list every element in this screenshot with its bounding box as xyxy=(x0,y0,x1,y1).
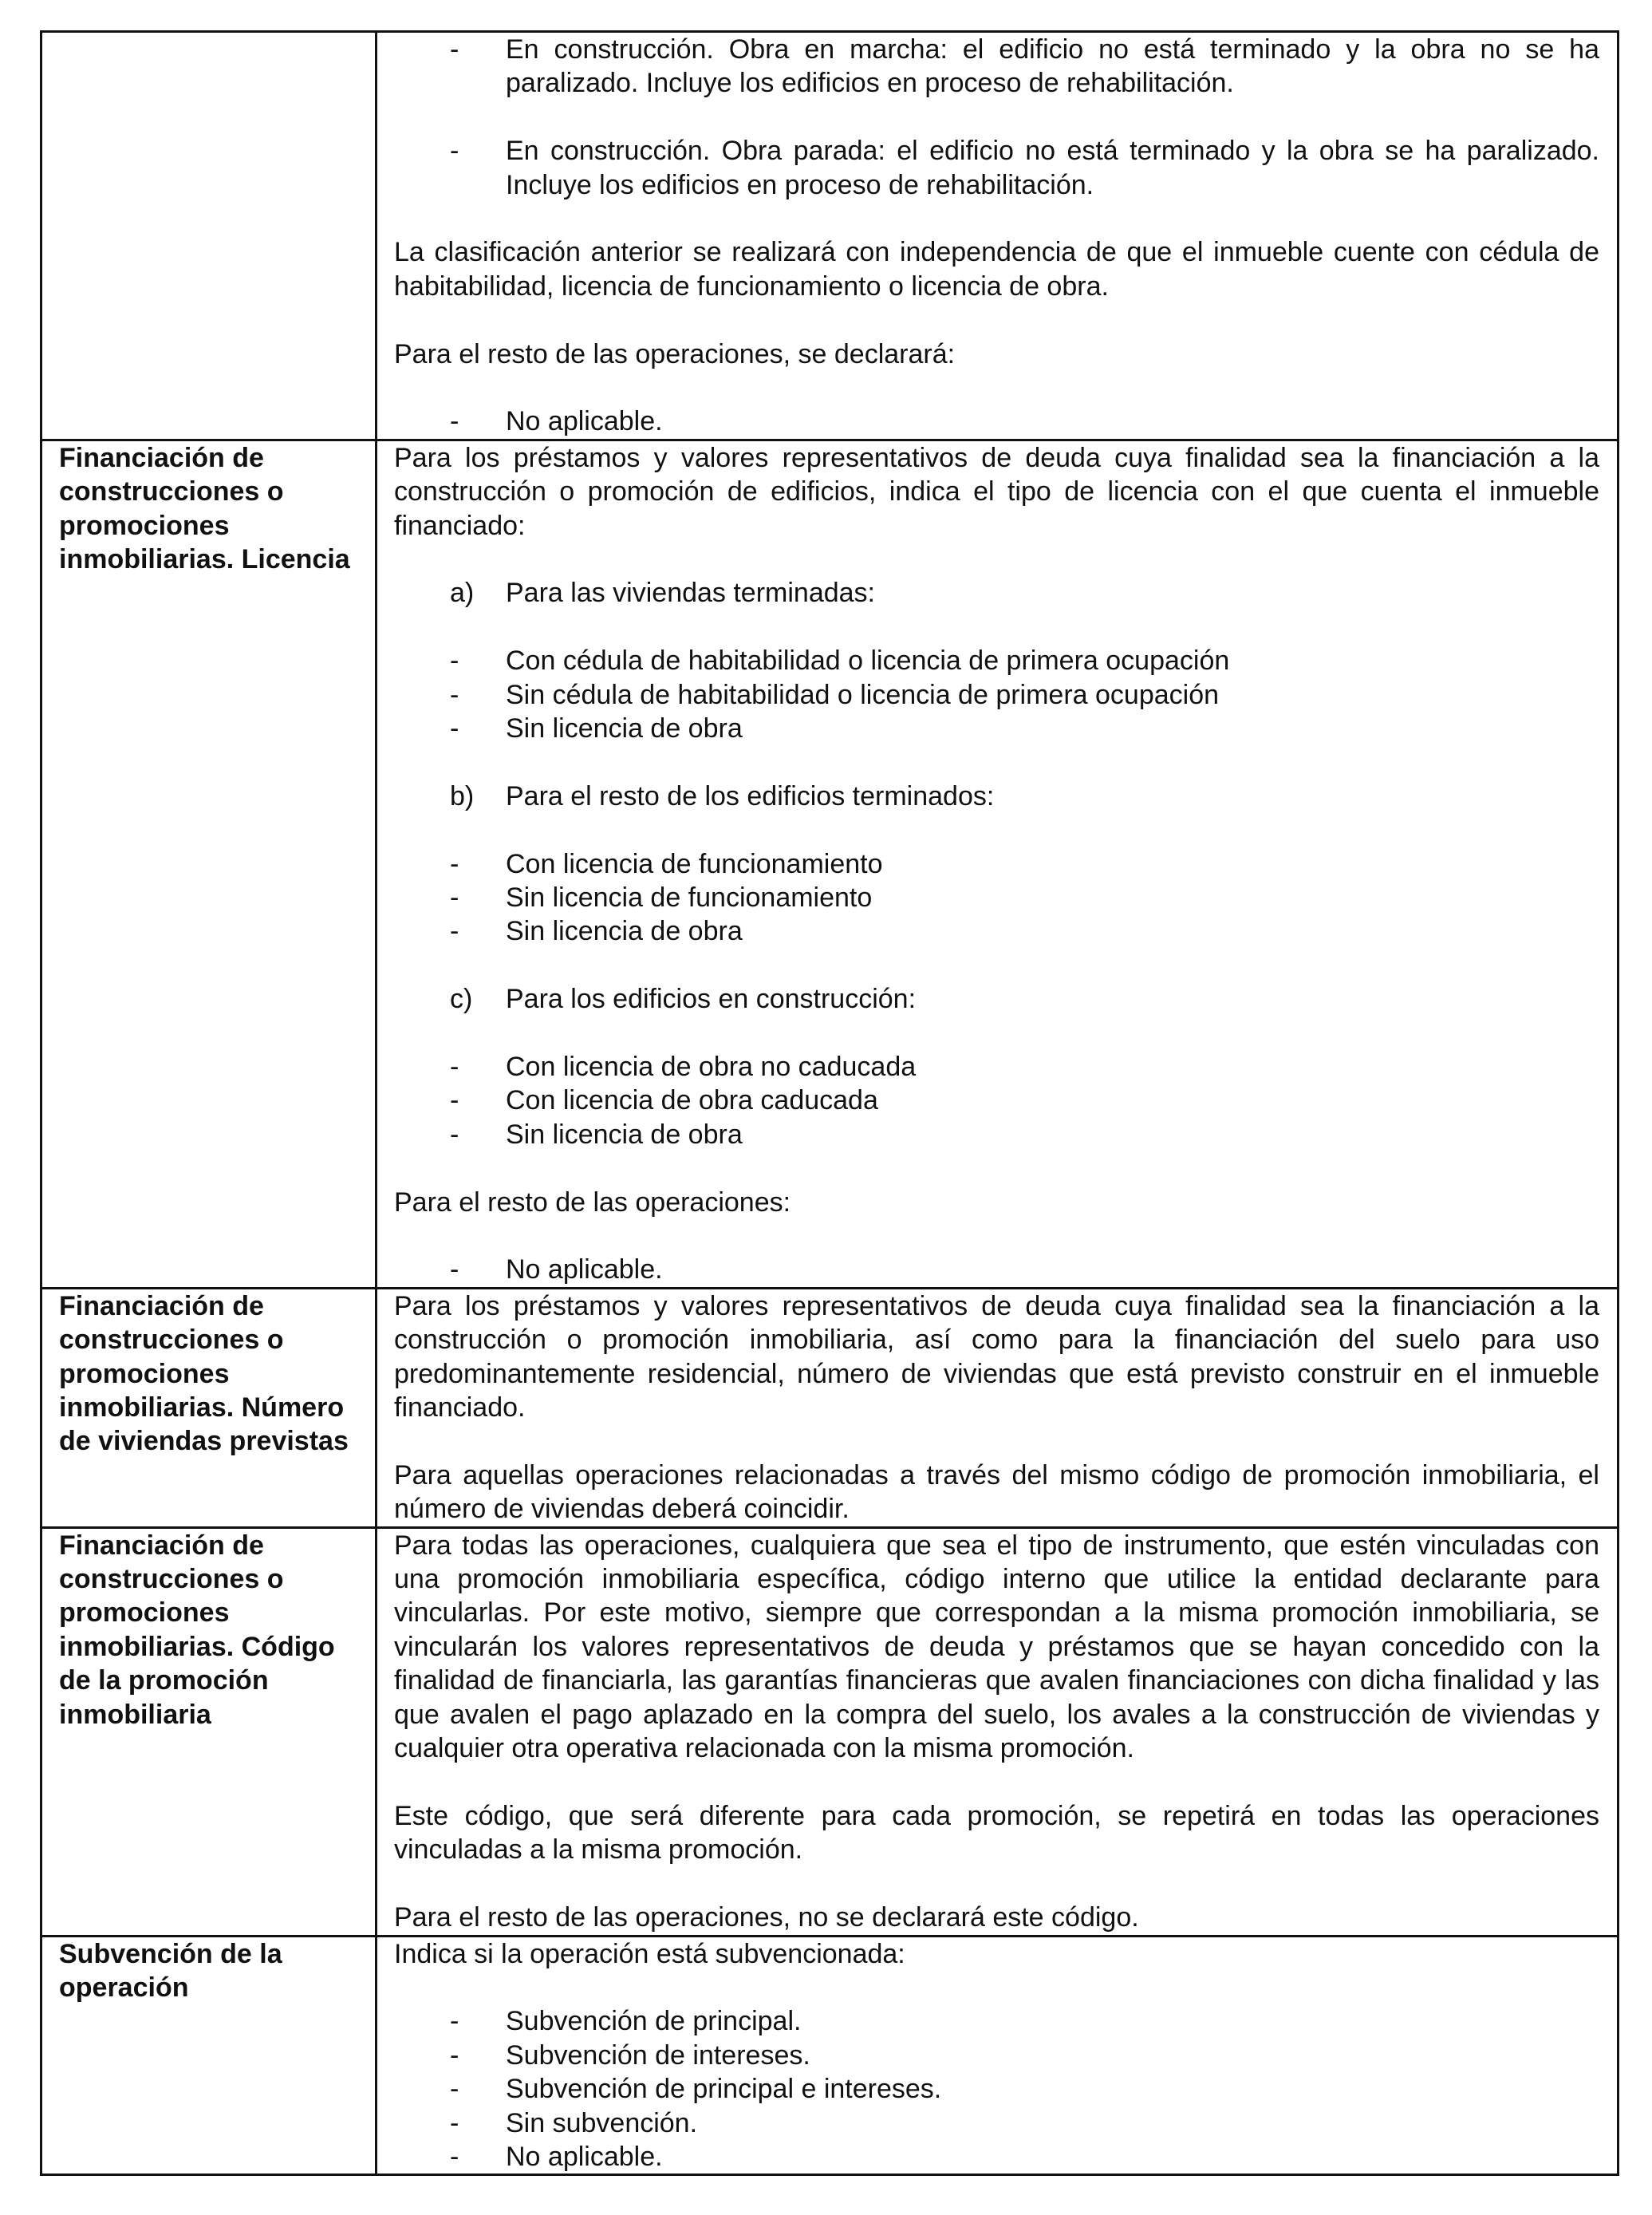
list-item xyxy=(394,1118,1599,1151)
list-item-text: Con licencia de obra no caducada xyxy=(506,1052,917,1083)
row-content xyxy=(377,1289,1617,1526)
list-marker: c) xyxy=(450,984,473,1015)
list-marker: - xyxy=(450,136,459,167)
row-content-cell xyxy=(377,1936,1618,2175)
list-item-text: En construcción. Obra parada: el edificio no está terminado y la obra se ha paralizado. Incluye los edificios en proceso de rehabilitación. xyxy=(506,136,1599,200)
list-item-text: Para el resto de los edificios terminados: xyxy=(506,780,995,811)
paragraph: La clasificación anterior se realizará con independencia de que el inmueble cuente con cédula de habitabilidad, licencia de funcionamiento o licencia de obra. xyxy=(394,237,1599,302)
list-item-text: Sin subvención. xyxy=(506,2107,698,2138)
list-marker: - xyxy=(450,1254,459,1285)
list-item-text: Sin licencia de obra xyxy=(506,916,743,947)
document-table xyxy=(40,30,1619,2176)
list-item xyxy=(394,982,1599,1016)
list-marker: - xyxy=(450,2141,459,2172)
list-item-text: Subvención de principal e intereses. xyxy=(506,2074,942,2105)
list-item xyxy=(394,644,1599,677)
list-item-text: Para los edificios en construcción: xyxy=(506,984,917,1015)
paragraph-spacer xyxy=(394,1017,1599,1050)
list-item-text: Sin licencia de obra xyxy=(506,1119,743,1150)
paragraph-spacer xyxy=(394,1151,1599,1185)
list-marker: - xyxy=(450,1052,459,1083)
table-body xyxy=(41,32,1618,2175)
list-marker: - xyxy=(450,1119,459,1150)
row-label: Financiación de construcciones o promociones inmobiliarias. Código de la promoción inmobiliaria xyxy=(59,1530,335,1730)
row-label-cell xyxy=(41,1527,377,1936)
paragraph-spacer xyxy=(394,745,1599,779)
list-item-text: Para las viviendas terminadas: xyxy=(506,578,876,609)
paragraph-spacer xyxy=(394,1219,1599,1253)
paragraph-spacer xyxy=(394,1971,1599,2004)
list-item xyxy=(394,134,1599,202)
table-row xyxy=(41,440,1618,1288)
paragraph-spacer xyxy=(394,1424,1599,1458)
list-marker: - xyxy=(450,2107,459,2138)
paragraph-spacer xyxy=(394,202,1599,235)
list-item xyxy=(394,405,1599,438)
list-marker: - xyxy=(450,2039,459,2071)
list-marker: b) xyxy=(450,780,475,811)
list-item-text: No aplicable. xyxy=(506,406,663,437)
list-item-text: Sin licencia de obra xyxy=(506,713,743,744)
row-content-cell xyxy=(377,32,1618,440)
list-marker: - xyxy=(450,1085,459,1116)
paragraph-spacer xyxy=(394,1766,1599,1799)
paragraph-spacer xyxy=(394,303,1599,337)
list-item xyxy=(394,33,1599,101)
list-marker: - xyxy=(450,713,459,744)
list-item-text: En construcción. Obra en marcha: el edificio no está terminado y la obra no se ha paralizado. Incluye los edificios en proceso de rehabilitación. xyxy=(506,34,1599,99)
paragraph: Para aquellas operaciones relacionadas a través del mismo código de promoción inmobiliaria, el número de viviendas deberá coincidir. xyxy=(394,1459,1599,1525)
row-label: Subvención de la operación xyxy=(59,1938,282,2003)
paragraph-spacer xyxy=(394,949,1599,982)
list-marker: - xyxy=(450,2074,459,2105)
row-label-cell xyxy=(41,32,377,440)
paragraph-spacer xyxy=(394,1867,1599,1901)
list-item-text: Con cédula de habitabilidad o licencia de primera ocupación xyxy=(506,646,1230,677)
list-item-text: No aplicable. xyxy=(506,2141,663,2172)
row-label-cell xyxy=(41,1936,377,2175)
list-marker: - xyxy=(450,406,459,437)
list-item xyxy=(394,678,1599,712)
list-item xyxy=(394,576,1599,610)
paragraph: Indica si la operación está subvencionada: xyxy=(394,1938,905,1969)
paragraph: Para el resto de las operaciones, se declarará: xyxy=(394,338,956,369)
list-item-text: Con licencia de obra caducada xyxy=(506,1085,878,1116)
paragraph-spacer xyxy=(394,371,1599,405)
list-item xyxy=(394,1253,1599,1286)
list-marker: - xyxy=(450,2006,459,2037)
list-item xyxy=(394,712,1599,745)
list-item xyxy=(394,2039,1599,2072)
list-item xyxy=(394,2072,1599,2106)
list-item-text: Con licencia de funcionamiento xyxy=(506,848,883,879)
list-marker: a) xyxy=(450,578,475,609)
paragraph: Para el resto de las operaciones: xyxy=(394,1186,791,1218)
list-item xyxy=(394,2106,1599,2140)
list-item xyxy=(394,2140,1599,2174)
row-content xyxy=(377,1529,1617,1935)
paragraph-spacer xyxy=(394,610,1599,644)
row-content xyxy=(377,441,1617,1287)
paragraph-spacer xyxy=(394,813,1599,847)
list-marker: - xyxy=(450,679,459,710)
list-item-text: Sin cédula de habitabilidad o licencia de primera ocupación xyxy=(506,679,1220,710)
list-item xyxy=(394,881,1599,914)
list-item-text: No aplicable. xyxy=(506,1254,663,1285)
list-item-text: Subvención de principal. xyxy=(506,2006,802,2037)
table-row xyxy=(41,1288,1618,1527)
paragraph: Para todas las operaciones, cualquiera que sea el tipo de instrumento, que estén vinculadas con una promoción inmobiliaria específica, código interno que utilice la entidad declarante para vincularlas. Por este motivo, siempre que correspondan a la misma promoción inmobiliaria, se vincularán los valores representativos de deuda y préstamos que se hayan concedido con la finalidad de financiarla, las garantías financieras que avalen financiaciones con dicha finalidad y las que avalen el pago aplazado en la compra del suelo, los avales a la construcción de viviendas y cualquier otra operativa relacionada con la misma promoción. xyxy=(394,1530,1599,1764)
paragraph-spacer xyxy=(394,101,1599,134)
paragraph: Para el resto de las operaciones, no se declarará este código. xyxy=(394,1902,1139,1933)
list-marker: - xyxy=(450,848,459,879)
paragraph-spacer xyxy=(394,543,1599,576)
table-row xyxy=(41,32,1618,440)
list-marker: - xyxy=(450,882,459,914)
paragraph: Para los préstamos y valores representativos de deuda cuya finalidad sea la financiación a la construcción o promoción de edificios, indica el tipo de licencia con el que cuenta el inmueble financiado: xyxy=(394,442,1599,541)
table-row xyxy=(41,1527,1618,1936)
row-content-cell xyxy=(377,1527,1618,1936)
list-item xyxy=(394,780,1599,813)
row-label-cell xyxy=(41,440,377,1288)
list-item xyxy=(394,1084,1599,1117)
list-marker: - xyxy=(450,34,459,65)
paragraph: Este código, que será diferente para cada promoción, se repetirá en todas las operaciones vinculadas a la misma promoción. xyxy=(394,1800,1599,1866)
list-marker: - xyxy=(450,646,459,677)
row-label-cell xyxy=(41,1288,377,1527)
paragraph: Para los préstamos y valores representativos de deuda cuya finalidad sea la financiación a la construcción o promoción inmobiliaria, así como para la financiación del suelo para uso predominantemente residencial, número de viviendas que está previsto construir en el inmueble financiado. xyxy=(394,1290,1599,1423)
list-item xyxy=(394,1050,1599,1084)
row-label: Financiación de construcciones o promociones inmobiliarias. Número de viviendas previstas xyxy=(59,1290,349,1457)
list-item xyxy=(394,847,1599,881)
list-item-text: Sin licencia de funcionamiento xyxy=(506,882,873,914)
row-content-cell xyxy=(377,440,1618,1288)
list-item xyxy=(394,2004,1599,2038)
row-content-cell xyxy=(377,1288,1618,1527)
row-content xyxy=(377,1937,1617,2174)
list-item xyxy=(394,914,1599,948)
table-row xyxy=(41,1936,1618,2175)
row-content xyxy=(377,33,1617,439)
list-marker: - xyxy=(450,916,459,947)
list-item-text: Subvención de intereses. xyxy=(506,2039,810,2071)
row-label: Financiación de construcciones o promociones inmobiliarias. Licencia xyxy=(59,442,350,575)
